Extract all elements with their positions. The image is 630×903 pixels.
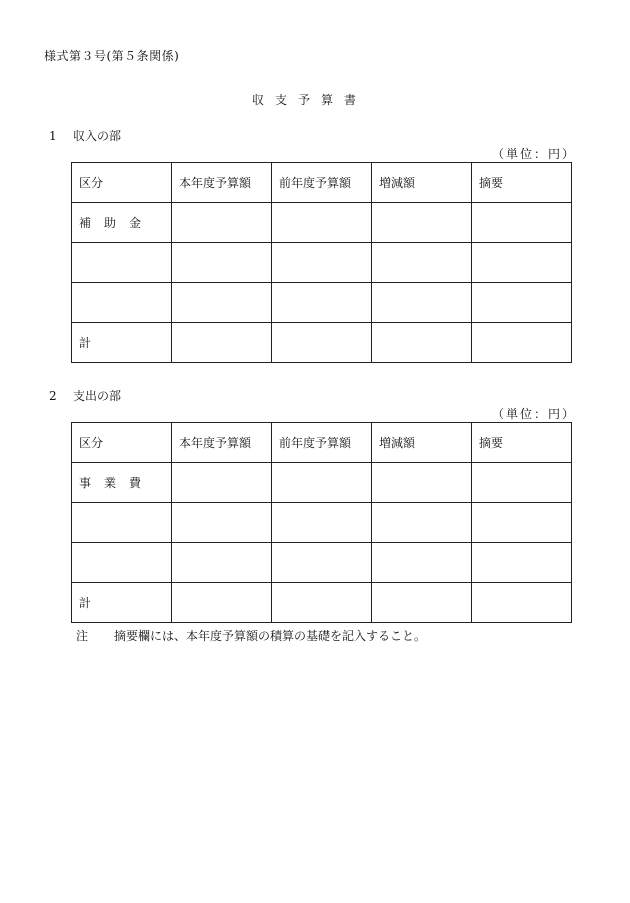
total-row (72, 583, 572, 623)
table-row (72, 543, 572, 583)
category-cell (72, 243, 172, 283)
header-category: 区分 (72, 163, 172, 203)
previous-budget-cell (272, 503, 372, 543)
previous-budget-cell (272, 463, 372, 503)
difference-cell (372, 323, 472, 363)
category-cell (72, 503, 172, 543)
income-section-number: 1 (49, 129, 57, 143)
header-previous-budget: 前年度予算額 (272, 423, 372, 463)
income-section-heading (49, 127, 121, 144)
footnote (76, 627, 426, 644)
header-remarks: 摘要 (472, 163, 572, 203)
current-budget-cell (172, 283, 272, 323)
category-cell (72, 283, 172, 323)
current-budget-cell (172, 503, 272, 543)
expense-section-title: 支出の部 (73, 389, 122, 403)
total-label-cell: 計 (72, 583, 172, 623)
difference-cell (372, 203, 472, 243)
table-row (72, 203, 572, 243)
remarks-cell (472, 463, 572, 503)
header-previous-budget: 前年度予算額 (272, 163, 372, 203)
current-budget-cell (172, 323, 272, 363)
difference-cell (372, 463, 472, 503)
table-header-row (72, 423, 572, 463)
current-budget-cell (172, 203, 272, 243)
remarks-cell (472, 243, 572, 283)
table-row (72, 463, 572, 503)
form-number: 様式第３号(第５条関係) (44, 49, 180, 63)
category-cell: 事業費 (72, 463, 172, 503)
expense-section-heading (49, 387, 121, 404)
difference-cell (372, 243, 472, 283)
previous-budget-cell (272, 243, 372, 283)
table-row (72, 283, 572, 323)
category-cell: 補助金 (72, 203, 172, 243)
expense-budget-table (71, 422, 572, 623)
remarks-cell (472, 283, 572, 323)
remarks-cell (472, 543, 572, 583)
difference-cell (372, 503, 472, 543)
total-row (72, 323, 572, 363)
remarks-cell (472, 323, 572, 363)
document-title: 収支予算書 (252, 93, 368, 107)
table-row (72, 503, 572, 543)
remarks-cell (472, 203, 572, 243)
header-current-budget: 本年度予算額 (172, 423, 272, 463)
footnote-text: 摘要欄には、本年度予算額の積算の基礎を記入すること。 (114, 629, 427, 643)
difference-cell (372, 583, 472, 623)
difference-cell (372, 283, 472, 323)
previous-budget-cell (272, 543, 372, 583)
income-budget-table (71, 162, 572, 363)
previous-budget-cell (272, 583, 372, 623)
total-label-cell: 計 (72, 323, 172, 363)
table-row (72, 243, 572, 283)
header-current-budget: 本年度予算額 (172, 163, 272, 203)
difference-cell (372, 543, 472, 583)
current-budget-cell (172, 583, 272, 623)
current-budget-cell (172, 463, 272, 503)
table-header-row (72, 163, 572, 203)
income-unit-label: （単位：円） (491, 147, 576, 161)
previous-budget-cell (272, 323, 372, 363)
current-budget-cell (172, 543, 272, 583)
header-remarks: 摘要 (472, 423, 572, 463)
category-cell (72, 543, 172, 583)
expense-unit-label: （単位：円） (491, 407, 576, 421)
previous-budget-cell (272, 283, 372, 323)
remarks-cell (472, 583, 572, 623)
income-section-title: 収入の部 (73, 129, 122, 143)
header-difference: 増減額 (372, 163, 472, 203)
header-category: 区分 (72, 423, 172, 463)
expense-section-number: 2 (49, 389, 57, 403)
previous-budget-cell (272, 203, 372, 243)
footnote-label: 注 (76, 629, 89, 643)
current-budget-cell (172, 243, 272, 283)
remarks-cell (472, 503, 572, 543)
header-difference: 増減額 (372, 423, 472, 463)
